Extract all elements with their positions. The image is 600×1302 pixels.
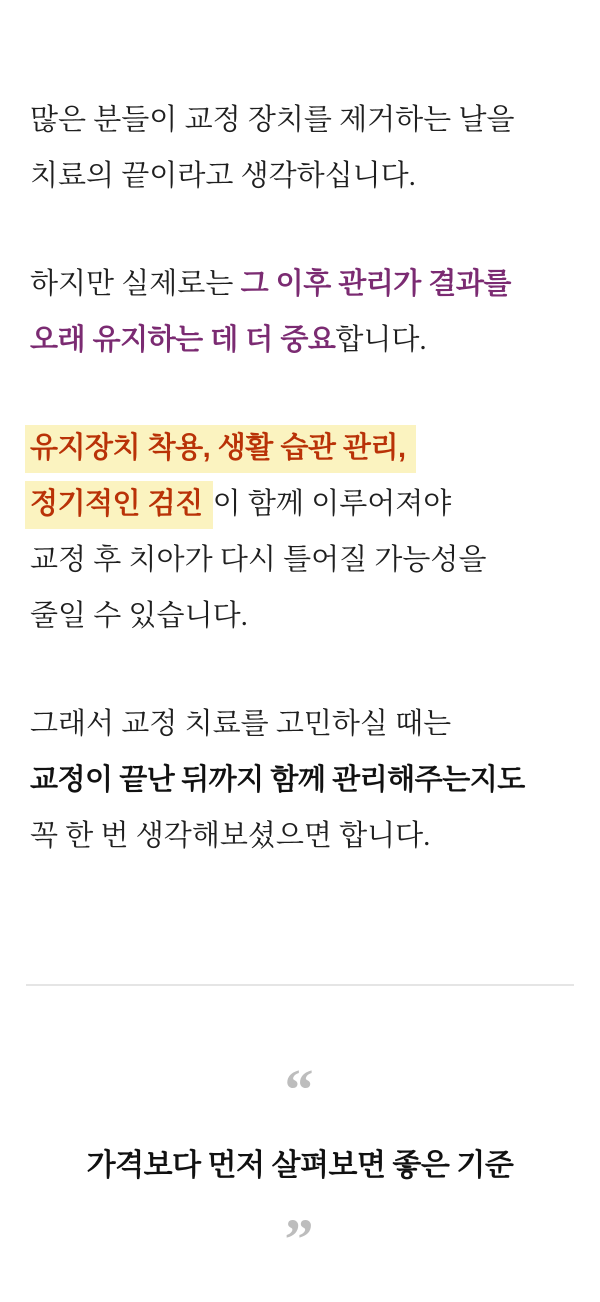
text-segment: 꼭 한 번 생각해보셨으면 합니다. xyxy=(30,820,431,852)
open-quote-icon: “ xyxy=(284,1057,316,1122)
paragraph-highlighted xyxy=(30,420,570,644)
paragraph-purple-emphasis xyxy=(30,256,570,368)
text-line xyxy=(30,696,570,752)
text-line xyxy=(30,752,570,808)
text-segment: 많은 분들이 교정 장치를 제거하는 날을 xyxy=(30,104,515,136)
purple-emphasis-segment: 오래 유지하는 데 더 중요 xyxy=(30,324,336,356)
paragraph-closing xyxy=(30,696,570,864)
text-line xyxy=(30,92,570,148)
bold-text-segment: 교정이 끝난 뒤까지 함께 관리해주는지도 xyxy=(30,764,525,796)
text-line xyxy=(30,148,570,204)
text-line xyxy=(30,476,570,532)
section-divider xyxy=(26,984,574,986)
text-line xyxy=(30,808,570,864)
text-line xyxy=(30,588,570,644)
text-segment: 하지만 실제로는 xyxy=(30,268,241,300)
highlighted-text-segment: 유지장치 착용, 생활 습관 관리, xyxy=(25,425,416,473)
text-segment: 합니다. xyxy=(335,324,427,356)
close-quote-icon: ” xyxy=(284,1207,316,1272)
purple-emphasis-segment: 그 이후 관리가 결과를 xyxy=(240,268,511,300)
text-segment: 이 함께 이루어져야 xyxy=(212,488,452,520)
quote-heading: 가격보다 먼저 살펴보면 좋은 기준 xyxy=(86,1149,514,1182)
text-segment: 교정 후 치아가 다시 틀어질 가능성을 xyxy=(30,544,487,576)
text-segment: 줄일 수 있습니다. xyxy=(30,600,248,632)
text-line xyxy=(30,420,570,476)
quote-block xyxy=(0,1057,600,1272)
paragraph-intro xyxy=(30,92,570,204)
text-segment: 그래서 교정 치료를 고민하실 때는 xyxy=(30,708,452,740)
highlighted-text-segment: 정기적인 검진 xyxy=(25,481,213,529)
text-line xyxy=(30,532,570,588)
text-line xyxy=(30,312,570,368)
text-line xyxy=(30,256,570,312)
text-segment: 치료의 끝이라고 생각하십니다. xyxy=(30,160,416,192)
